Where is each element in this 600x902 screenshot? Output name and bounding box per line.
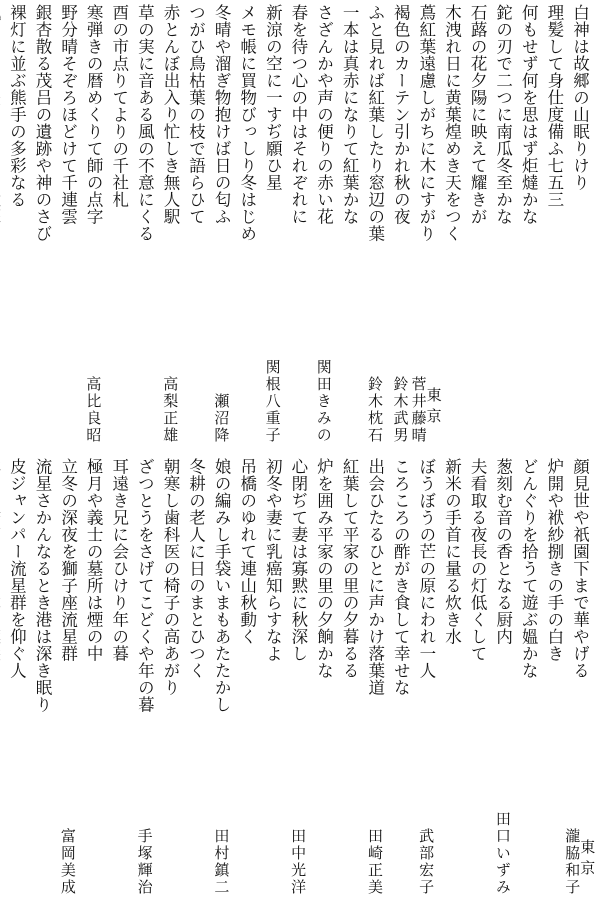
haiku-column (55, 4, 81, 446)
haiku-column (259, 458, 285, 898)
haiku-text: 冬晴や溜ぎ物抱けば日の匂ふ (212, 4, 232, 225)
author-place: 東京 (578, 839, 597, 881)
haiku-column (29, 458, 55, 898)
author-name: 武部宏子 (417, 828, 436, 896)
haiku-text: さざんかや声の便りの赤い花 (314, 4, 334, 225)
author-name: 田中光洋 (289, 828, 308, 896)
author-place: 東京 (424, 387, 443, 429)
haiku-column (336, 458, 362, 898)
author-name: 田口いずみ (493, 811, 512, 896)
haiku-column (464, 4, 490, 446)
haiku-column (336, 4, 362, 446)
author-credit (289, 828, 308, 898)
author-name: 関根八重子 (263, 359, 282, 444)
haiku-column (131, 4, 157, 446)
haiku-column (310, 458, 336, 898)
haiku-text: メモ帳に買物びっしり冬はじめ (237, 4, 257, 242)
author-credit (316, 359, 331, 446)
haiku-column (55, 458, 81, 898)
author-credit (417, 828, 436, 898)
haiku-column (259, 4, 285, 446)
haiku-text: 朝寒し歯科医の椅子の高あがり (160, 458, 180, 696)
haiku-text: 蔦紅葉遠慮しがちに木にすがり (416, 4, 436, 242)
haiku-column (285, 4, 311, 446)
haiku-text: どんぐりを拾うて遊ぶ媼かな (519, 458, 539, 679)
haiku-text: 初冬や妻に乳癌知らすなよ (263, 458, 283, 662)
author-name: 富岡美成 (58, 828, 77, 896)
haiku-column (563, 458, 597, 898)
haiku-text: 褐色のカーテン引かれ秋の夜 (391, 4, 411, 225)
haiku-text: 夫看取る夜長の灯低くして (468, 458, 488, 662)
author-name: 関田きみの (314, 359, 333, 444)
haiku-column (285, 458, 311, 898)
haiku-text: 流星さかんなるとき港は深き眠り (32, 458, 52, 713)
haiku-column (157, 4, 183, 446)
haiku-text: 新涼の空に一すぢ願ひ星 (263, 4, 283, 191)
haiku-column (106, 458, 132, 898)
haiku-text: 新米の手首に量る炊き水 (442, 458, 462, 645)
author-credit (212, 828, 231, 898)
haiku-text: 理髪して身仕度備ふ七五三 (544, 4, 564, 208)
haiku-text: 冬耕の老人に日のまとひつく (186, 458, 206, 679)
haiku-text: 炉開や袱紗捌きの手の白き (544, 458, 564, 662)
author-credit (60, 828, 75, 898)
haiku-column (490, 458, 516, 898)
author-credit (411, 376, 441, 446)
haiku-column (80, 4, 106, 446)
haiku-text: 出会ひたるひとに声かけ落葉道 (365, 458, 385, 696)
haiku-column (80, 458, 106, 898)
author-name: 高比良昭 (84, 376, 103, 444)
haiku-text: 春を待つ心の中はそれぞれに (288, 4, 308, 225)
author-credit (367, 828, 382, 898)
haiku-text: 葱刻む音の香となる厨内 (493, 458, 513, 645)
haiku-text: 寒弾きの暦めくりて師の点字 (84, 4, 104, 225)
haiku-text: 立冬の深夜を獅子座流星群 (58, 458, 78, 662)
haiku-text: 赤とんぼ出入り忙しき無人駅 (160, 4, 180, 225)
haiku-text: 石蕗の花夕陽に映えて耀きが (468, 4, 488, 225)
haiku-text: 皮ジャンパー流星群を仰ぐ人 (7, 458, 27, 679)
haiku-column (234, 458, 260, 898)
haiku-column (29, 4, 55, 446)
haiku-column (3, 4, 29, 446)
haiku-text: 木洩れ日に黄葉煌めき天をつく (442, 4, 462, 242)
haiku-column (438, 458, 464, 898)
haiku-text: ぼうぼうの芒の原にわれ一人 (416, 458, 436, 679)
author-name: 高梨正雄 (161, 376, 180, 444)
haiku-column (183, 4, 209, 446)
haiku-column (387, 4, 413, 446)
haiku-text: 紅葉して平家の里の夕暮るる (340, 458, 360, 679)
haiku-column (362, 4, 388, 446)
haiku-column (234, 4, 260, 446)
haiku-column (208, 458, 234, 898)
haiku-column (208, 4, 234, 446)
haiku-column (362, 458, 388, 898)
author-credit (161, 376, 180, 446)
author-credit (495, 811, 510, 898)
haiku-text: 何もせず何を思はず炬燵かな (519, 4, 539, 225)
haiku-column (438, 4, 464, 446)
author-name: 瀧脇和子 (563, 828, 582, 896)
haiku-column (157, 458, 183, 898)
author-name: 菅井藤晴 (409, 376, 428, 444)
author-credit (84, 376, 103, 446)
haiku-text: 裸灯に並ぶ熊手の多彩なる (7, 4, 27, 208)
haiku-text: 酉の市点りてよりの千社札 (109, 4, 129, 208)
author-name: 田崎正美 (365, 828, 384, 896)
haiku-column (387, 458, 413, 898)
author-name: 鈴木武男 (391, 376, 410, 444)
haiku-column (515, 4, 541, 446)
haiku-text: 一本は真赤になりて紅葉かな (340, 4, 360, 225)
haiku-text: ころころの酢がき食して幸せな (391, 458, 411, 696)
haiku-column (464, 458, 490, 898)
haiku-text: 野分晴そぞろほどけて千連雲 (58, 4, 78, 225)
haiku-text: 吊橋のゆれて連山秋動く (237, 458, 257, 645)
haiku-text: 耳遠き兄に会ひけり年の暮 (109, 458, 129, 662)
haiku-text: 銀杏散る茂吕の遺跡や神のさび (32, 4, 52, 242)
haiku-text: 心閉ぢて妻は寡黙に秋深し (288, 458, 308, 662)
haiku-column (413, 458, 439, 898)
haiku-column (409, 4, 443, 446)
author-credit (212, 393, 231, 446)
top-haiku-block (0, 4, 600, 446)
haiku-column (490, 4, 516, 446)
haiku-column (3, 458, 29, 898)
author-credit (393, 376, 408, 446)
haiku-column (131, 458, 157, 898)
haiku-text: 鉈の刃で二つに南瓜冬至かな (493, 4, 513, 225)
author-name: 手塚輝治 (135, 828, 154, 896)
bottom-haiku-block (0, 458, 600, 898)
haiku-column (310, 4, 336, 446)
author-credit (137, 828, 152, 898)
author-credit (563, 828, 597, 898)
author-credit (265, 359, 280, 446)
haiku-text: 極月や義士の墓所は煙の中 (84, 458, 104, 662)
author-name: 鈴木枕石 (365, 376, 384, 444)
haiku-text: 顔見世や祇園下まで華やげる (570, 458, 590, 679)
haiku-text: 草の実に音ある風の不意にくる (135, 4, 155, 242)
haiku-column (541, 4, 567, 446)
haiku-column (106, 4, 132, 446)
haiku-column (515, 458, 541, 898)
haiku-text: つがひ鳥枯葉の枝で語らひて (186, 4, 206, 225)
haiku-text: ふと見れば紅葉したり窓辺の葉 (365, 4, 385, 242)
haiku-column (566, 4, 592, 446)
haiku-text: 白神は故郷の山眠りけり (570, 4, 590, 191)
author-credit (367, 376, 382, 446)
haiku-text: 娘の編みし手袋いまもあたたかし (212, 458, 232, 713)
author-name: 瀬沼降 (212, 393, 231, 444)
haiku-column (183, 458, 209, 898)
haiku-text: 炉を囲み平家の里の夕餉かな (314, 458, 334, 679)
haiku-text: ざつとうをさげてこどくや年の暮 (135, 458, 155, 713)
author-name: 田村鎮二 (212, 828, 231, 896)
